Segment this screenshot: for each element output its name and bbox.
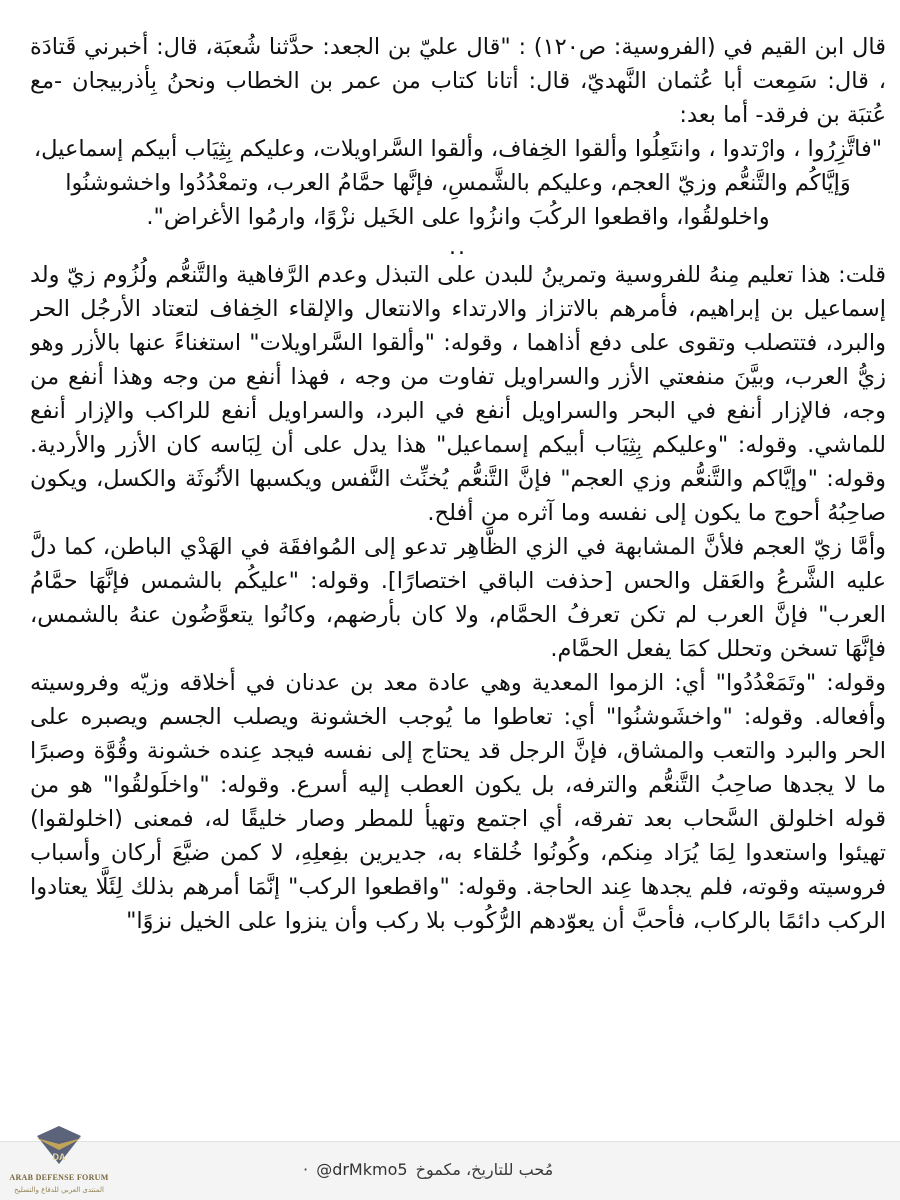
forum-watermark bbox=[4, 1124, 114, 1196]
document-body bbox=[30, 30, 886, 1136]
forum-logo-icon bbox=[34, 1124, 84, 1166]
author-attribution[interactable] bbox=[300, 1160, 556, 1179]
separator-dots: .. bbox=[449, 235, 467, 260]
tweet-attribution-bar bbox=[0, 1141, 900, 1200]
author-display-name[interactable]: مُحب للتاريخ، مكموخ bbox=[415, 1160, 554, 1179]
author-handle[interactable]: @drMkmo5 bbox=[316, 1160, 408, 1179]
forum-name: ARAB DEFENSE FORUM bbox=[9, 1173, 109, 1182]
commentary-paragraph-2: وأمَّا زيّ العجم فلأنَّ المشابهة في الزي الظَّاهِر تدعو إلى المُوافقَة في الهَدْي الباطن، كما دلَّ عليه الشَّرعُ والعَقل والحس [حذفت الباقي اختصارًا]. وقوله: "عليكُم بالشمس فإنَّهَا حمَّامُ العرب" فإنَّ العرب لم تكن تعرفُ الحمَّام، ولا كان بأرضهم، وكانُوا يتعوَّضُون عنهُ بالشمس، فإنَّهَا تسخن وتحلل كمَا يفعل الحمَّام. bbox=[30, 534, 886, 662]
separator-dot: · bbox=[303, 1160, 309, 1179]
intro-paragraph: قال ابن القيم في (الفروسية: ص١٢٠) : "قال عليّ بن الجعد: حدَّثنا شُعبَة، قال: أخبرني قَتادَة ، قال: سَمِعت أبا عُثمان النَّهديّ، قال: أتانا كتاب من عمر بن الخطاب ونحنُ بِأذربيجان -مع عُتبَة بن فرقد- أما بعد: bbox=[30, 34, 886, 128]
forum-badge-text: DA bbox=[52, 1152, 66, 1162]
commentary-paragraph-3: وقوله: "وتَمَعْدُدُوا" أي: الزموا المعدية وهي عادة معد بن عدنان في أخلاقه وزيّه وفروسيته وأفعاله. وقوله: "واخشَوشنُوا" أي: تعاطوا ما يُوجب الخشونة ويصلب الجسم ويصبره على الحر والبرد والتعب والمشاق، فإنَّ الرجل قد يحتاج إلى نفسه فيجد عِنده خشونة وقُوَّة وصبرًا ما لا يجدها صاحِبُ التَّنعُّم والترفه، بل يكون العطب إليه أسرع. وقوله: "واخلَولقُوا" هو من قوله اخلولق السَّحاب بعد تفرقه، أي اجتمع وتهيأ للمطر وصار خليقًا له، فمعنى (اخلولقوا) تهيئوا واستعدوا لِمَا يُرَاد مِنكم، وكُونُوا خُلقاء به، جديرين بفِعلِهِ، لا كمن ضيَّعَ أركان وأسباب فروسيته وقوته، فلم يجدها عِند الحاجة. وقوله: "واقطعوا الركب" إنَّمَا أمرهم بذلك لِئَلَّا يعتادوا الركب دائمًا بالركاب، فأحبَّ أن يعوّدهم الرُّكُوب بلا ركب وأن ينزوا على الخيل نزوًا" bbox=[30, 670, 886, 934]
commentary-paragraph-1: قلت: هذا تعليم مِنهُ للفروسية وتمرينُ للبدن على التبذل وعدم الرَّفاهية والتَّنعُّم ولُزُوم زيّ ولد إسماعيل بن إبراهيم، فأمرهم بالاتزاز والارتداء والانتعال والإلقاء الخِفاف لتعتاد الأرجُل الحر والبرد، فتتصلب وتقوى على دفع أذاهما ، وقوله: "وألقوا السَّراويلات" استغناءً عنها بالأزر وهو زيُّ العرب، وبيَّنَ منفعتي الأزر والسراويل تفاوت من وجه ، فهذا أنفع من وجه وهذا أنفع من وجه، فالإزار أنفع في البحر والسراويل أنفع في البرد، والسراويل أنفع للراكب والإزار أنفع للماشي. وقوله: "وعليكم بِثِيَاب أبيكم إسماعيل" هذا يدل على أن لِبَاسه كان الأزر والأردية. وقوله: "وإيَّاكم والتَّنعُّم وزي العجم" فإنَّ التَّنعُّم يُخنِّث النَّفس ويكسبها الأنُوثَة والكسل، ويكون صاحِبُهُ أحوج ما يكون إلى نفسه وما آثره من أفلح. bbox=[30, 262, 886, 526]
forum-arabic-name: المنتدى العربي للدفاع والتسليح bbox=[14, 1186, 104, 1194]
omar-letter-quote: "فاتَّزِرُوا ، وارْتدوا ، وانتَعِلُوا وألقوا الخِفاف، وألقوا السَّراويلات، وعليكم بِثِيَاب أبيكم إسماعيل، وَإيَّاكُم والتَّنعُّم وزيّ العجم، وعليكم بالشَّمسِ، فإنَّها حمَّامُ العرب، وتمعْدُدُوا واخشوشنُوا واخلولقُوا، واقطعوا الركُبَ وانزُوا على الخَيل نزْوًا، وارمُوا الأغراض". bbox=[33, 136, 883, 230]
